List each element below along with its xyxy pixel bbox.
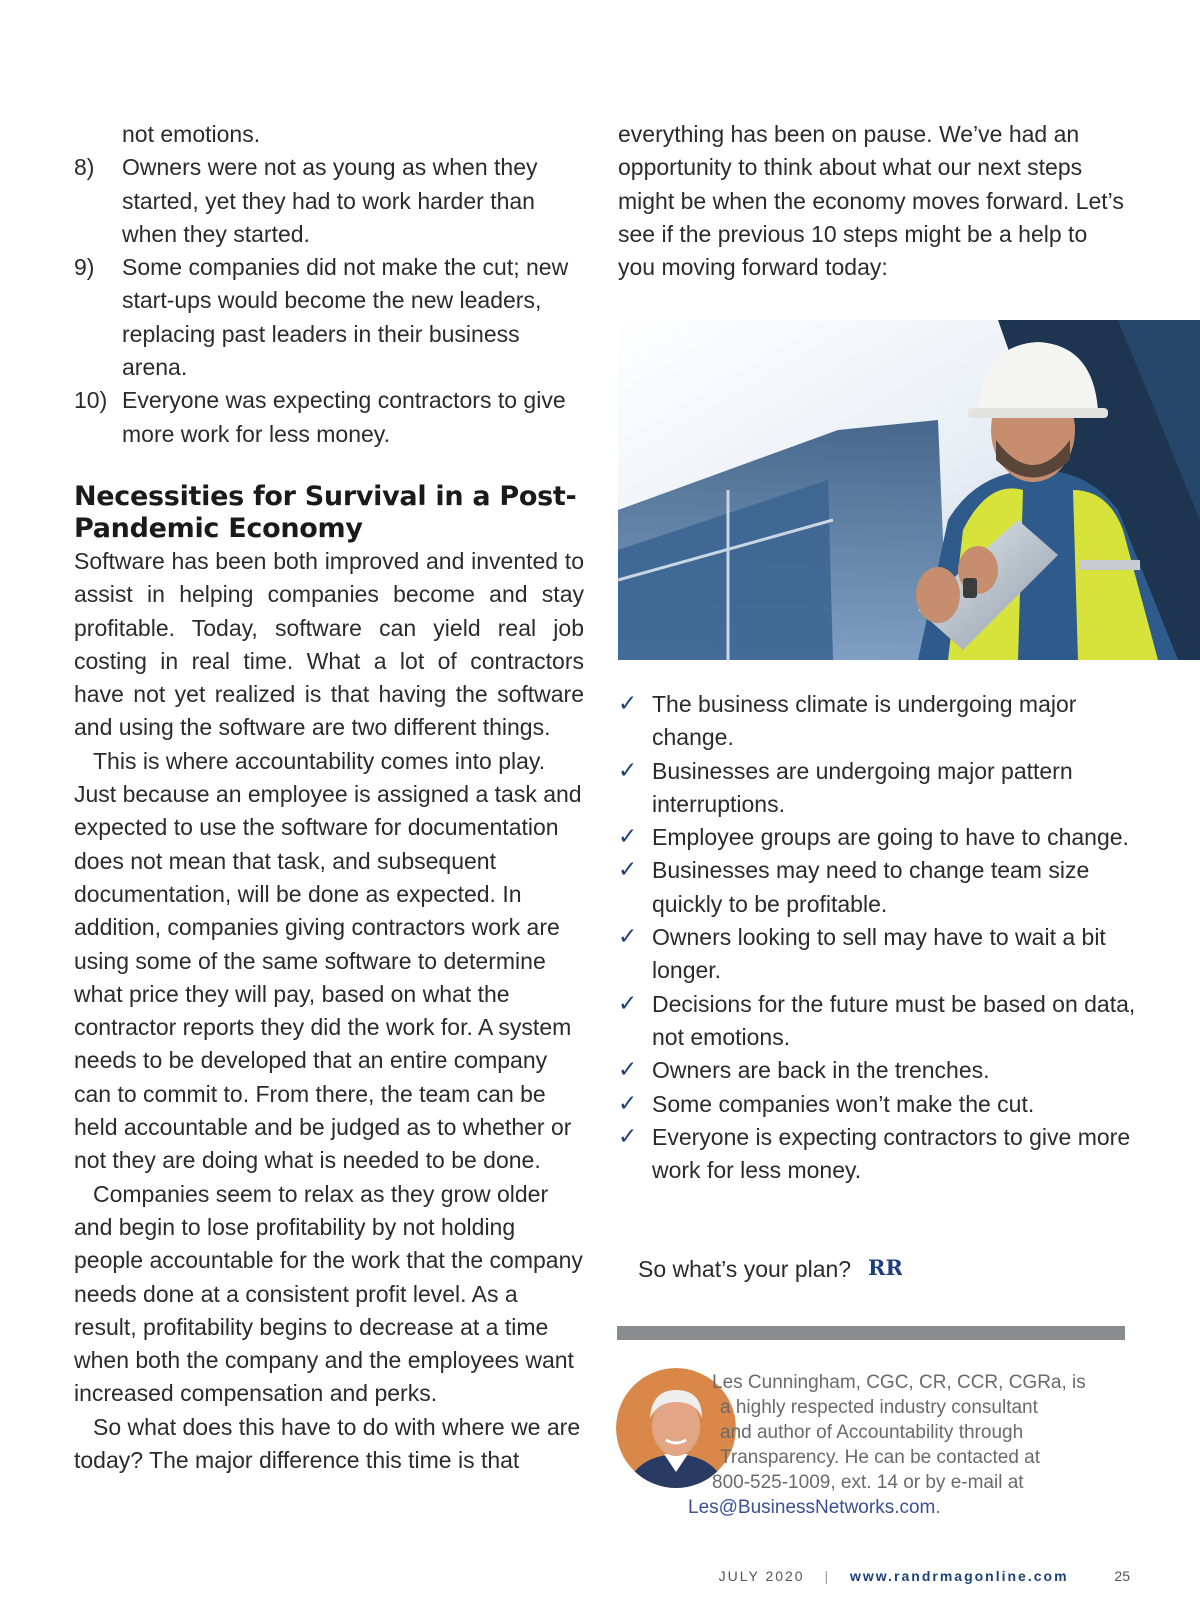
bio-line: and author of Accountability through [720,1422,1024,1443]
page-footer [719,1568,1130,1584]
worker-photo [618,320,1200,660]
divider-bar [617,1326,1125,1340]
magazine-url-link[interactable]: www.randrmagonline.com [850,1568,1069,1584]
list-item [74,384,584,451]
paragraph: everything has been on pause. We’ve had an opportunity to think about what our next steps might be when the economy moves forward. Let’s see if the previous 10 steps might be a help to you moving forward today: [618,121,1124,281]
checklist-item-text: Businesses are undergoing major pattern interruptions. [652,757,1073,817]
list-item [74,151,584,251]
bio-line: 800-525-1009, ext. 14 or by e-mail at [712,1472,1024,1493]
list-item-number: 9) [74,254,95,281]
checkmark-icon: ✓ [618,1123,638,1150]
checkmark-icon: ✓ [618,857,638,884]
checklist-item-text: Owners looking to sell may have to wait a bit longer. [652,924,1106,984]
checklist-item-text: Businesses may need to change team size quickly to be profitable. [652,857,1090,917]
list-item [74,251,584,384]
checkmark-icon: ✓ [618,824,638,851]
closing-text: So what’s your plan? [638,1256,852,1282]
list-item-text: Some companies did not make the cut; new start-ups would become the new leaders, replacing past leaders in their business arena. [122,254,569,381]
section-heading: Necessities for Survival in a Post-Pandemic Economy [74,480,577,544]
bio-line: Transparency. He can be contacted at [720,1447,1041,1468]
checklist-item [618,854,1138,921]
list-item-number: 10) [74,387,108,414]
list-item-number: 8) [74,154,95,181]
checkmark-icon: ✓ [618,1090,638,1117]
paragraph: Companies seem to relax as they grow older and begin to lose profitability by not holding people accountable for the work that the company needs done at a consistent profit level. As a result, profitability begins to decrease at a time when both the company and the employees want increased compensation and perks. [74,1180,583,1407]
rr-end-logo [868,1254,902,1287]
bio-line: Les Cunningham, CGC, CR, CCR, CGRa, is [712,1372,1086,1393]
issue-date: JULY 2020 [718,1568,805,1584]
right-column [618,118,1124,284]
checklist-item-text: The business climate is undergoing major change. [652,691,1077,751]
author-bio [688,1370,1132,1520]
checklist-item-text: Employee groups are going to have to change. [652,824,1129,851]
checklist-item [618,1121,1138,1188]
checkmark-icon: ✓ [618,924,638,951]
checklist-item-text: Everyone is expecting contractors to give more work for less money. [652,1123,1131,1184]
closing-question [638,1253,902,1287]
footer-separator: | [824,1568,831,1584]
author-email-link[interactable]: Les@BusinessNetworks.com [688,1497,936,1518]
checklist-item-text: Decisions for the future must be based on data, not emotions. [652,990,1136,1050]
checkmark-icon: ✓ [618,691,638,717]
checklist-item [618,921,1138,988]
checklist-item [618,1054,1138,1087]
email-suffix: . [935,1497,941,1518]
checkmark-icon: ✓ [618,990,638,1017]
list-item-text: Everyone was expecting contractors to give more work for less money. [122,387,566,447]
checkmark-icon: ✓ [618,1057,638,1084]
checklist-item-text: Owners are back in the trenches. [652,1057,990,1084]
checklist-item [618,688,1138,755]
checklist-item [618,1088,1138,1121]
worker-illustration [618,320,1200,660]
list-continuation: not emotions. [122,121,261,147]
list-item-text: Owners were not as young as when they started, yet they had to work harder than when they started. [122,154,538,247]
page-number: 25 [1114,1568,1130,1584]
numbered-list [74,151,584,451]
checklist [618,688,1138,1187]
bio-line: a highly respected industry consultant [720,1397,1038,1418]
rr-logo-text: RR [867,1256,902,1279]
checklist-item [618,988,1138,1055]
paragraph: So what does this have to do with where we are today? The major difference this time is that [74,1413,581,1473]
checklist-item-text: Some companies won’t make the cut. [652,1090,1035,1117]
paragraph: This is where accountability comes into play. Just because an employee is assigned a task and expected to use the software for documentation does not mean that task, and subsequent documentation, will be done as expected. In addition, companies giving contractors work are using some of the same software to determine what price they will pay, based on what the contractor reports they did the work for. A system needs to be developed that an entire company can to commit to. From there, the team can be held accountable and be judged as to whether or not they are doing what is needed to be done. [74,747,582,1174]
checklist-item [618,821,1138,854]
paragraph: Software has been both improved and invented to assist in helping companies become and stay profitable. Today, software can yield real job costing in real time. What a lot of contractors have not yet realized is that having the software and using the software are two different things. [74,547,584,741]
checklist-item [618,755,1138,822]
checkmark-icon: ✓ [618,757,638,784]
left-column [74,118,584,1477]
